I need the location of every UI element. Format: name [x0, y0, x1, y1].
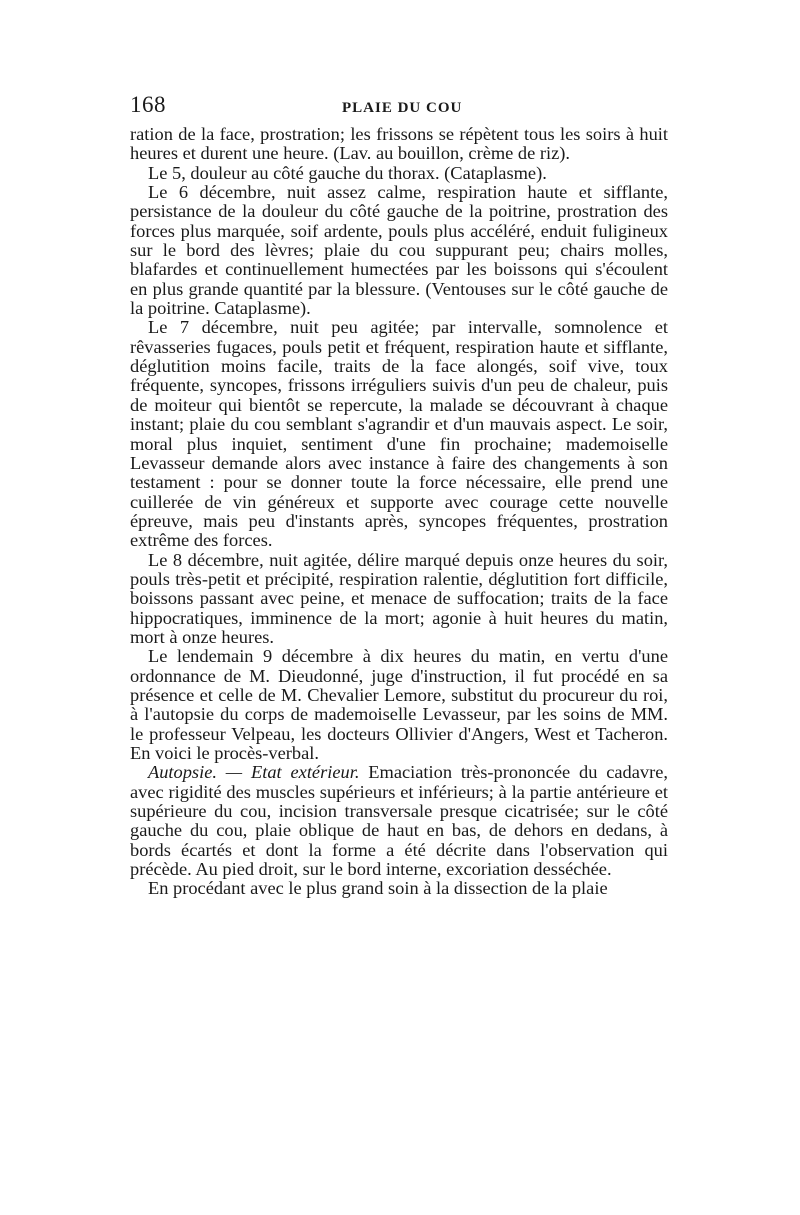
paragraph — [130, 647, 668, 763]
running-title: PLAIE DU COU — [342, 100, 463, 116]
paragraph-text: Le 5, douleur au côté gauche du thorax. (Cataplasme). — [148, 162, 547, 183]
paragraph — [130, 164, 668, 183]
page-header — [130, 92, 670, 122]
page-number: 168 — [130, 92, 166, 117]
paragraph — [130, 879, 668, 898]
paragraph-text: Le lendemain 9 décembre à dix heures du matin, en vertu d'une ordonnance de M. Dieudonné, juge d'instruction, il fut procédé en sa présence et celle de M. Chevalier Lemore, substitut du procureur du roi, à l'autopsie du corps de mademoiselle Levasseur, par les soins de MM. le professeur Velpeau, les docteurs Ollivier d'Angers, West et Tacheron. En voici le procès-verbal. — [130, 646, 668, 763]
paragraph-text: En procédant avec le plus grand soin à la dissection de la plaie — [148, 878, 608, 899]
body-text — [130, 125, 668, 899]
paragraph-text: Le 6 décembre, nuit assez calme, respiration haute et sifflante, persistance de la douleur du côté gauche de la poitrine, prostration des forces plus marquée, soif ardente, pouls plus accéléré, enduit fuligineux sur le bord des lèvres; plaie du cou suppurant peu; chairs molles, blafardes et continuellement humectées par les boissons qui s'écoulent en plus grande quantité par la blessure. (Ventouses sur le côté gauche de la poitrine. Cataplasme). — [130, 182, 668, 319]
paragraph-text: Emaciation très-prononcée du cadavre, avec rigidité des muscles supérieurs et inférieurs; à la partie antérieure et supérieure du cou, incision transversale presque cicatrisée; sur le côté gauche du cou, plaie oblique de haut en bas, de dehors en dedans, à bords écartés et dont la forme a été décrite dans l'observation qui précède. Au pied droit, sur le bord interne, excoriation desséchée. — [130, 762, 668, 880]
paragraph — [130, 318, 668, 550]
paragraph-text: Le 7 décembre, nuit peu agitée; par intervalle, somnolence et rêvasseries fugaces, pouls petit et fréquent, respiration haute et sifflante, déglutition moins facile, traits de la face alongés, soif vive, toux fréquente, syncopes, frissons irréguliers suivis d'un peu de chaleur, puis de moiteur qui bientôt se repercute, la malade se découvrant à chaque instant; plaie du cou semblant s'agrandir et d'un mauvais aspect. Le soir, moral plus inquiet, sentiment d'une fin prochaine; mademoiselle Levasseur demande alors avec instance à faire des changements à son testament : pour se donner toute la force nécessaire, elle prend une cuillerée de vin généreux et supporte avec courage cette nouvelle épreuve, mais peu d'instants après, syncopes fréquentes, prostration extrême des forces. — [130, 317, 668, 551]
paragraph — [130, 763, 668, 879]
section-lead: Autopsie. — Etat extérieur. — [148, 762, 360, 783]
paragraph — [130, 551, 668, 648]
paragraph — [130, 125, 668, 164]
paragraph-text: ration de la face, prostration; les frissons se répètent tous les soirs à huit heures et durent une heure. (Lav. au bouillon, crème de riz). — [130, 124, 668, 164]
paragraph — [130, 183, 668, 318]
paragraph-text: Le 8 décembre, nuit agitée, délire marqué depuis onze heures du soir, pouls très-petit et précipité, respiration ralentie, déglutition fort difficile, boissons passant avec peine, et menace de suffocation; traits de la face hippocratiques, imminence de la mort; agonie à huit heures du matin, mort à onze heures. — [130, 549, 668, 647]
